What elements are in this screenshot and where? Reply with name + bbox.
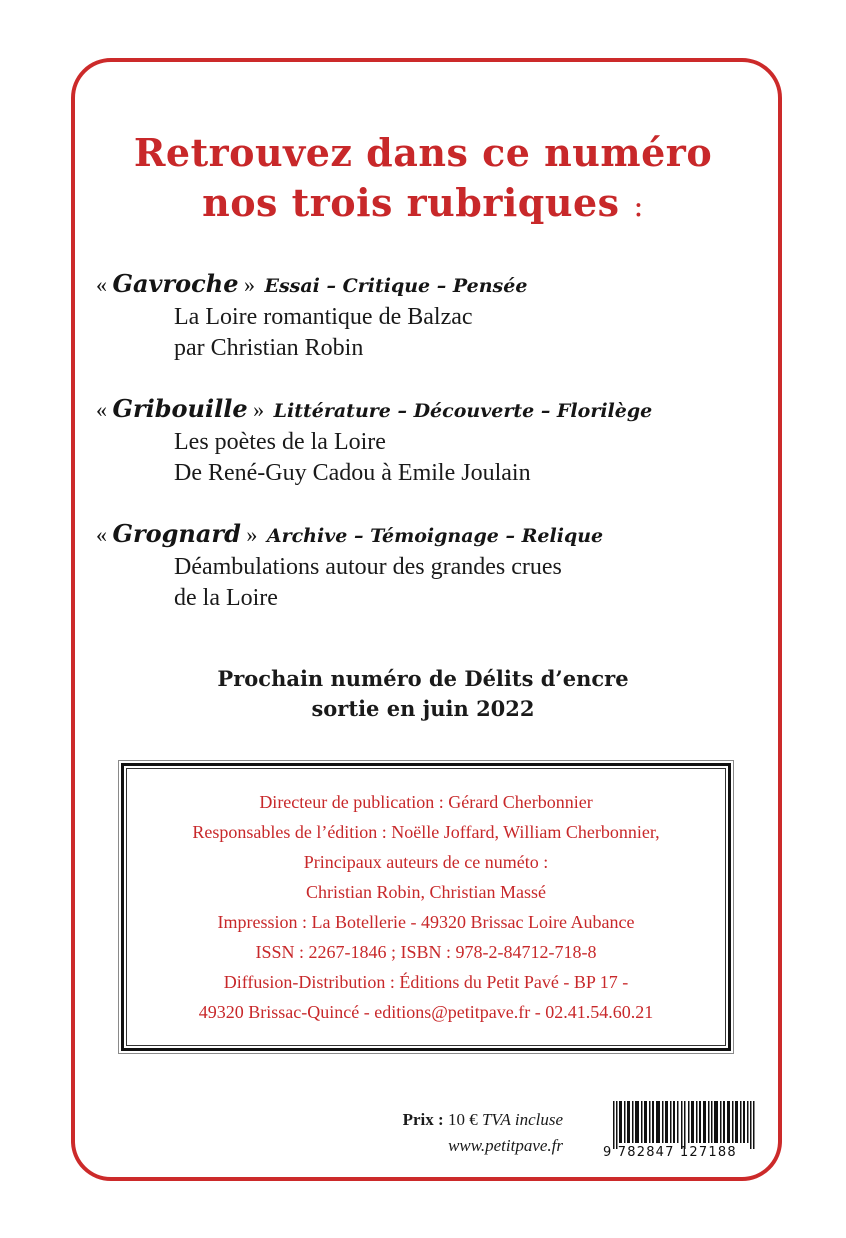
credits-box-inner: [126, 768, 726, 1046]
price-amount: 10 €: [447, 1110, 478, 1129]
rubric-tags: Archive – Témoignage – Relique: [266, 525, 604, 547]
close-quote: »: [243, 272, 255, 297]
open-quote: «: [96, 397, 107, 422]
rubric-article-line: de la Loire: [174, 585, 278, 611]
isbn-barcode: [603, 1101, 768, 1163]
credit-line-contact: 49320 Brissac-Quincé - editions@petitpave.fr - 02.41.54.60.21: [198, 1002, 654, 1022]
credits-box-border: [121, 763, 731, 1051]
website-line: [403, 1133, 563, 1159]
next-issue-line-1: Prochain numéro de Délits d’encre: [217, 666, 629, 691]
barcode-icon: [603, 1101, 768, 1149]
rubric-heading: [96, 268, 776, 302]
next-issue-notice: [0, 664, 846, 724]
next-issue-line-2: sortie en juin 2022: [311, 696, 535, 721]
page-title: [0, 128, 846, 232]
credit-line-director: Directeur de publication : Gérard Cherbonnier: [259, 792, 593, 812]
open-quote: «: [96, 272, 107, 297]
rubric-heading: [96, 393, 776, 427]
rubric-name: Grognard: [112, 519, 241, 548]
rubric-name: Gribouille: [112, 394, 248, 423]
credit-line-authors-label: Principaux auteurs de ce numéto :: [303, 852, 549, 872]
title-line-2-text: nos trois rubriques: [202, 180, 620, 225]
credit-line-printing: Impression : La Botellerie - 49320 Brissac Loire Aubance: [217, 912, 635, 932]
credit-line-distribution: Diffusion-Distribution : Éditions du Petit Pavé - BP 17 -: [223, 972, 629, 992]
title-line-1: Retrouvez dans ce numéro: [133, 130, 713, 175]
price-tax-note: TVA incluse: [481, 1110, 563, 1129]
rubric-article-line: De René-Guy Cadou à Emile Joulain: [174, 460, 531, 486]
rubric-grognard: [96, 518, 776, 614]
rubric-article-line: par Christian Robin: [174, 335, 364, 361]
rubric-name: Gavroche: [112, 269, 239, 298]
rubric-tags: Essai – Critique – Pensée: [264, 275, 528, 297]
rubric-heading: [96, 518, 776, 552]
barcode-digits: 9 782847 127188: [603, 1145, 737, 1160]
rubric-article-line: Déambulations autour des grandes crues: [174, 554, 562, 580]
price-line: [403, 1107, 563, 1133]
rubric-article-line: Les poètes de la Loire: [174, 429, 386, 455]
close-quote: »: [253, 397, 265, 422]
price-label: Prix :: [402, 1110, 444, 1129]
title-colon: :: [633, 189, 644, 224]
website-link[interactable]: www.petitpave.fr: [448, 1136, 563, 1155]
credits-box: [118, 760, 734, 1054]
open-quote: «: [96, 522, 107, 547]
rubric-gavroche: [96, 268, 776, 364]
credit-line-issn-isbn: ISSN : 2267-1846 ; ISBN : 978-2-84712-718-8: [255, 942, 597, 962]
close-quote: »: [246, 522, 258, 547]
credit-line-editors: Responsables de l’édition : Noëlle Joffard, William Cherbonnier,: [192, 822, 660, 842]
rubric-article-line: La Loire romantique de Balzac: [174, 304, 473, 330]
price-block: [403, 1107, 563, 1159]
rubric-gribouille: [96, 393, 776, 489]
title-line-2: [0, 178, 846, 232]
rubric-tags: Littérature – Découverte – Florilège: [273, 400, 653, 422]
credit-line-authors: Christian Robin, Christian Massé: [306, 882, 546, 902]
